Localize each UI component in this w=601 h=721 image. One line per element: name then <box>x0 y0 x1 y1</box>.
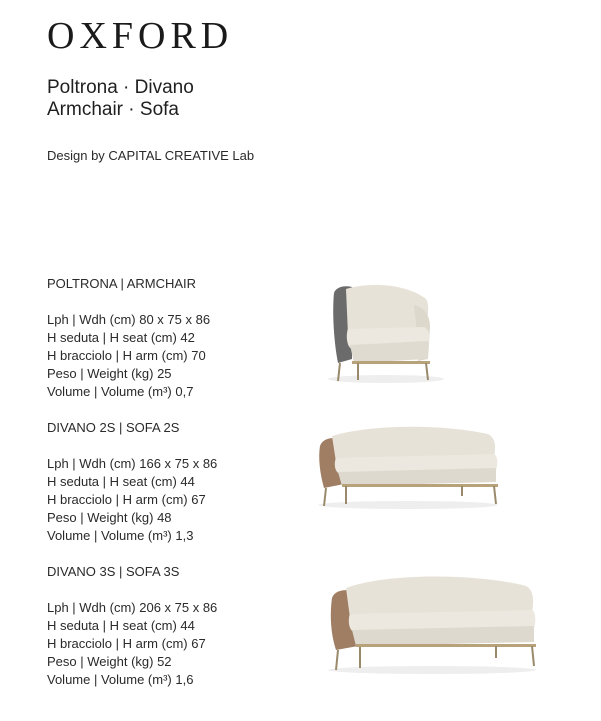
sofa-2s-spec-section <box>47 419 307 545</box>
section-heading: POLTRONA | ARMCHAIR <box>47 276 197 291</box>
spec-weight: Peso | Weight (kg) 48 <box>47 510 172 525</box>
spec-volume: Volume | Volume (m³) 1,3 <box>47 528 194 543</box>
spec-arm-height: H bracciolo | H arm (cm) 70 <box>47 348 206 363</box>
subtitle-english: Armchair · Sofa <box>47 99 179 120</box>
armchair-spec-section <box>47 275 307 401</box>
spec-seat-height: H seduta | H seat (cm) 44 <box>47 618 195 633</box>
sofa-2s-image <box>312 424 502 510</box>
spec-dimensions: Lph | Wdh (cm) 206 x 75 x 86 <box>47 600 218 615</box>
spec-weight: Peso | Weight (kg) 25 <box>47 366 172 381</box>
spec-dimensions: Lph | Wdh (cm) 166 x 75 x 86 <box>47 456 218 471</box>
spec-weight: Peso | Weight (kg) 52 <box>47 654 172 669</box>
spec-arm-height: H bracciolo | H arm (cm) 67 <box>47 492 206 507</box>
subtitle-italian: Poltrona · Divano <box>47 77 194 98</box>
spec-dimensions: Lph | Wdh (cm) 80 x 75 x 86 <box>47 312 211 327</box>
spec-seat-height: H seduta | H seat (cm) 44 <box>47 474 195 489</box>
brand-title: OXFORD <box>47 15 234 57</box>
section-heading: DIVANO 2S | SOFA 2S <box>47 420 180 435</box>
spec-volume: Volume | Volume (m³) 0,7 <box>47 384 194 399</box>
sofa-3s-image <box>320 572 540 676</box>
spec-arm-height: H bracciolo | H arm (cm) 67 <box>47 636 206 651</box>
section-heading: DIVANO 3S | SOFA 3S <box>47 564 180 579</box>
designer-credit: Design by CAPITAL CREATIVE Lab <box>47 148 255 163</box>
spec-seat-height: H seduta | H seat (cm) 42 <box>47 330 195 345</box>
spec-volume: Volume | Volume (m³) 1,6 <box>47 672 194 687</box>
sofa-3s-spec-section <box>47 563 307 689</box>
armchair-image <box>318 283 448 385</box>
